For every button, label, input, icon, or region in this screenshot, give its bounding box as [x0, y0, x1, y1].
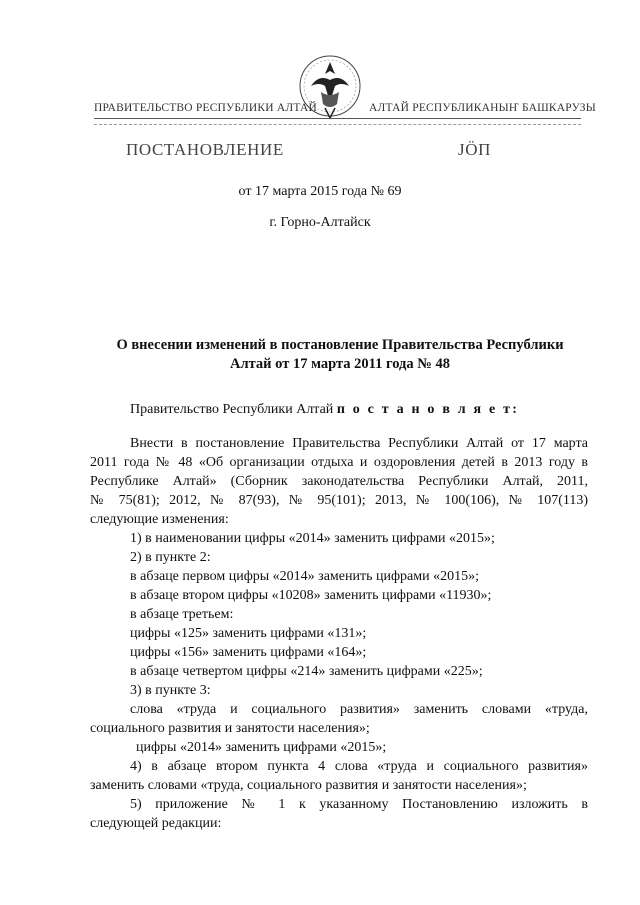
list-item: 2) в пункте 2: — [130, 550, 211, 565]
list-item: заменить словами «труда, социального развития и занятости населения»; — [90, 778, 527, 793]
document-title — [100, 336, 580, 374]
document-type: ПОСТАНОВЛЕНИЕ — [126, 140, 284, 159]
intro-emphasis: п о с т а н о в л я е т: — [336, 402, 520, 417]
body-line: Внести в постановление Правительства Республики Алтай от 17 марта — [130, 436, 588, 451]
list-item: 5) приложение № 1 к указанному Постановлению изложить в — [130, 797, 588, 812]
list-item: цифры «2014» заменить цифрами «2015»; — [136, 740, 387, 755]
document-date-number: от 17 марта 2015 года № 69 — [238, 184, 402, 199]
header-divider-dashed — [94, 124, 581, 125]
body-line: 2011 года № 48 «Об организации отдыха и оздоровления детей в 2013 году в — [90, 455, 588, 470]
header-divider — [94, 118, 581, 119]
body-line: № 75(81); 2012, № 87(93), № 95(101); 2013, № 100(106), № 107(113) — [90, 493, 588, 508]
list-item: в абзаце четвертом цифры «214» заменить цифрами «225»; — [130, 664, 483, 679]
list-item: в абзаце третьем: — [130, 607, 234, 622]
header-government-name-altai: АЛТАЙ РЕСПУБЛИКАНЫҤ БАШКАРУЗЫ — [369, 102, 596, 114]
list-item: цифры «125» заменить цифрами «131»; — [130, 626, 367, 641]
document-title-line: Алтай от 17 марта 2011 года № 48 — [230, 356, 450, 372]
list-item: 3) в пункте 3: — [130, 683, 211, 698]
list-item: слова «труда и социального развития» заменить словами «труда, — [130, 702, 588, 717]
header-government-name: ПРАВИТЕЛЬСТВО РЕСПУБЛИКИ АЛТАЙ — [94, 102, 318, 114]
list-item: цифры «156» заменить цифрами «164»; — [130, 645, 367, 660]
list-item: 4) в абзаце втором пункта 4 слова «труда и социального развития» — [130, 759, 588, 774]
document-type-altai: JÖП — [458, 140, 491, 159]
list-item: в абзаце втором цифры «10208» заменить цифрами «11930»; — [130, 588, 492, 603]
list-item: 1) в наименовании цифры «2014» заменить цифрами «2015»; — [130, 531, 495, 546]
list-item: следующей редакции: — [90, 816, 222, 831]
list-item: в абзаце первом цифры «2014» заменить цифрами «2015»; — [130, 569, 479, 584]
body-line: следующие изменения: — [90, 512, 229, 527]
document-city: г. Горно-Алтайск — [269, 215, 371, 230]
body-line: Республике Алтай» (Сборник законодательства Республики Алтай, 2011, — [90, 474, 588, 489]
document-body — [90, 434, 588, 833]
list-item: социального развития и занятости населения»; — [90, 721, 370, 736]
resolution-intro — [130, 402, 519, 418]
document-title-line: О внесении изменений в постановление Правительства Республики — [116, 337, 564, 353]
intro-text: Правительство Республики Алтай — [130, 402, 337, 417]
